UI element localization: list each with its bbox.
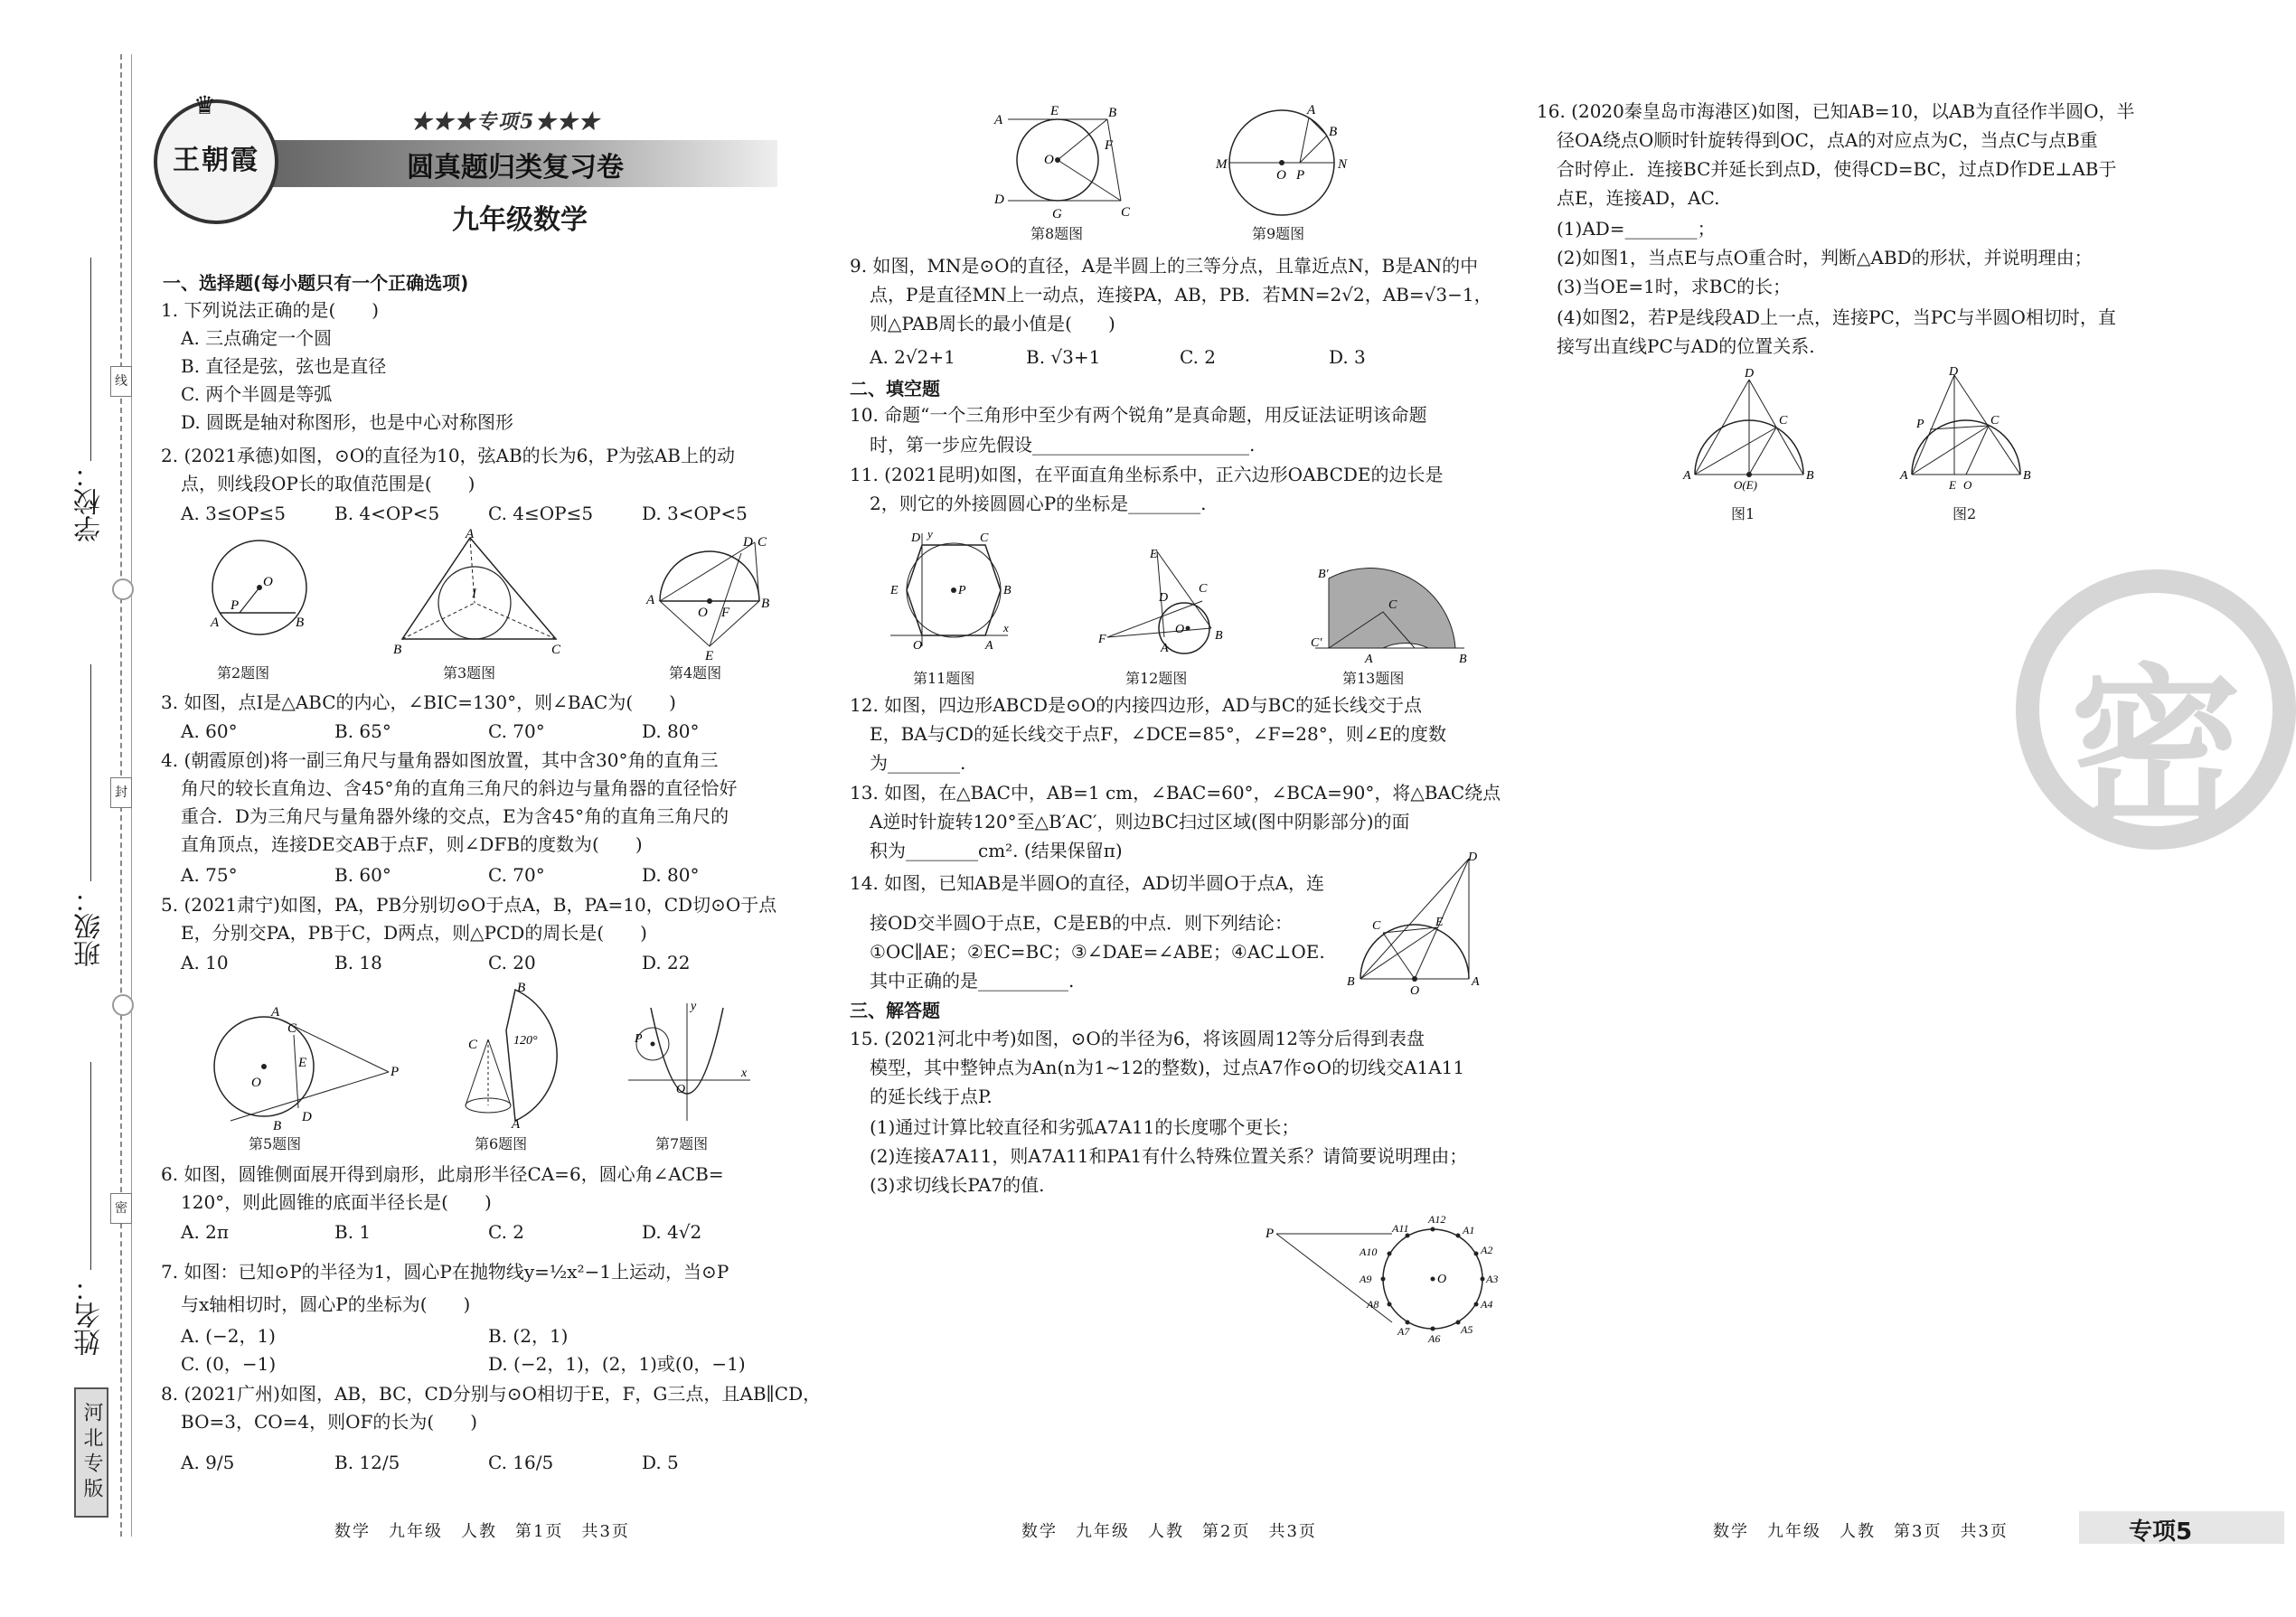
svg-text:E: E (1050, 104, 1059, 118)
svg-text:A: A (1472, 975, 1480, 989)
q14-line3: ①OC∥AE；②EC=BC；③∠DAE=∠ABE；④AC⊥OE. (870, 941, 1325, 963)
q12-line2: E，BA与CD的延长线交于点F，∠DCE=85°，∠F=28°，则∠E的度数 (870, 723, 1447, 745)
q11-line1: 11. (2021昆明)如图，在平面直角坐标系中，正六边形OABCDE的边长是 (850, 464, 1444, 485)
svg-text:A: A (994, 113, 1003, 127)
footer-page3: 数学 九年级 人教 第3页 共3页 (1713, 1522, 2009, 1541)
figure-q3 (389, 529, 569, 655)
q16-part1: (1)AD=________； (1557, 218, 1716, 240)
svg-text:O: O (1963, 478, 1972, 492)
q7-line2: 与x轴相切时，圆心P的坐标为( ) (181, 1293, 471, 1315)
figure-q7 (624, 999, 759, 1125)
svg-text:A11: A11 (1392, 1222, 1409, 1235)
svg-text:A8: A8 (1367, 1298, 1379, 1311)
q2-line1: 2. (2021承德)如图，⊙O的直径为10，弦AB的长为6，P为弦AB上的动 (161, 445, 736, 466)
q9-option-b[interactable]: B. √3+1 (1026, 346, 1101, 368)
q4-option-d[interactable]: D. 80° (642, 864, 700, 886)
q12-line1: 12. 如图，四边形ABCD是⊙O的内接四边形，AD与BC的延长线交于点 (850, 694, 1423, 716)
q1-option-c[interactable]: C. 两个半圆是等弧 (181, 383, 333, 405)
svg-text:C: C (1199, 582, 1208, 596)
footer-tag: 专项5 (2129, 1518, 2193, 1546)
q3-option-d[interactable]: D. 80° (642, 720, 700, 742)
caption-q6: 第6题图 (475, 1135, 528, 1152)
svg-text:A6: A6 (1428, 1332, 1441, 1345)
q4-option-c[interactable]: C. 70° (488, 864, 545, 886)
q5-option-a[interactable]: A. 10 (181, 952, 229, 973)
q15-part1: (1)通过计算比较直径和劣弧A7A11的长度哪个更长； (870, 1116, 1300, 1138)
svg-text:E: E (298, 1056, 307, 1070)
q5-line2: E，分别交PA，PB于C，D两点，则△PCD的周长是( ) (181, 922, 647, 944)
svg-text:O: O (1044, 153, 1054, 167)
svg-text:B: B (1459, 653, 1467, 666)
watermark-text: 密 (2069, 649, 2242, 849)
figure-q2 (203, 533, 321, 651)
q9-option-c[interactable]: C. 2 (1180, 346, 1217, 368)
q4-option-b[interactable]: B. 60° (334, 864, 391, 886)
svg-text:A12: A12 (1428, 1213, 1446, 1226)
svg-text:D: D (1745, 367, 1755, 381)
q2-option-c[interactable]: C. 4≤OP≤5 (488, 503, 594, 524)
svg-text:B: B (273, 1119, 282, 1133)
q2-option-a[interactable]: A. 3≤OP≤5 (181, 503, 286, 524)
figure-q4 (642, 533, 777, 663)
svg-text:120°: 120° (513, 1034, 538, 1048)
school-label: 学校： (74, 461, 106, 542)
figure-q9 (1211, 99, 1356, 217)
svg-text:B: B (1806, 469, 1814, 483)
q3-option-a[interactable]: A. 60° (181, 720, 238, 742)
q7-option-b[interactable]: B. (2，1) (488, 1325, 569, 1347)
svg-text:C: C (1388, 598, 1397, 612)
q16-line3: 合时停止．连接BC并延长到点D，使得CD=BC，过点D作DE⊥AB于 (1557, 158, 2117, 180)
caption-q2: 第2题图 (217, 664, 270, 682)
q1-option-b[interactable]: B. 直径是弦，弦也是直径 (181, 355, 387, 377)
svg-text:O: O (676, 1083, 686, 1096)
binding-hole-1 (112, 578, 134, 600)
q10-line2: 时，第一步应先假设________________________. (870, 434, 1256, 456)
logo-badge (154, 90, 278, 224)
svg-text:C: C (551, 643, 561, 657)
svg-text:F: F (1105, 138, 1114, 153)
binding-mark-feng: 封 (110, 777, 132, 808)
svg-text:O: O (913, 639, 923, 653)
svg-text:D: D (743, 535, 753, 550)
svg-text:A4: A4 (1481, 1298, 1493, 1311)
svg-text:B: B (1329, 125, 1338, 139)
svg-text:C′: C′ (1311, 636, 1322, 650)
binding-margin (0, 0, 154, 1617)
q9-option-a[interactable]: A. 2√2+1 (870, 346, 955, 368)
svg-text:G: G (1052, 207, 1062, 221)
q4-line4: 直角顶点，连接DE交AB于点F，则∠DFB的度数为( ) (181, 833, 643, 855)
q14-line1: 14. 如图，已知AB是半圆O的直径，AD切半圆O于点A，连 (850, 872, 1325, 894)
svg-text:A: A (985, 639, 993, 653)
q15-part2: (2)连接A7A11，则A7A11和PA1有什么特殊位置关系？请简要说明理由； (870, 1145, 1468, 1167)
svg-text:M: M (1216, 157, 1228, 172)
svg-text:P: P (958, 584, 966, 597)
figure-q6 (461, 981, 579, 1130)
q6-option-c[interactable]: C. 2 (488, 1221, 525, 1243)
q1-stem: 1. 下列说法正确的是( ) (161, 299, 380, 321)
svg-text:B: B (296, 616, 305, 630)
svg-text:D: D (1159, 591, 1169, 605)
svg-text:P: P (635, 1032, 643, 1046)
q7-line1: 7. 如图：已知⊙P的半径为1，圆心P在抛物线y=½x²−1上运动，当⊙P (161, 1261, 729, 1283)
q14-line4: 其中正确的是__________. (870, 970, 1075, 992)
q7-option-a[interactable]: A. (−2，1) (181, 1325, 276, 1347)
q13-line3: 积为________cm². (结果保留π) (870, 840, 1123, 861)
svg-text:O: O (1175, 623, 1185, 636)
svg-text:A: A (1683, 469, 1691, 483)
name-label: 姓名： (74, 1274, 106, 1356)
figure-q11 (886, 529, 1012, 651)
q5-option-d[interactable]: D. 22 (642, 952, 691, 973)
svg-text:P: P (1266, 1227, 1275, 1241)
q5-option-c[interactable]: C. 20 (488, 952, 536, 973)
q6-option-b[interactable]: B. 1 (334, 1221, 372, 1243)
q3-line1: 3. 如图，点I是△ABC的内心，∠BIC=130°，则∠BAC为( ) (161, 691, 676, 713)
q16-part2: (2)如图1，当点E与点O重合时，判断△ABD的形状，并说明理由； (1557, 247, 2093, 268)
svg-text:C: C (1121, 205, 1131, 220)
logo-text: 王朝霞 (173, 145, 259, 176)
q8-option-a[interactable]: A. 9/5 (181, 1452, 235, 1473)
caption-q4: 第4题图 (669, 664, 722, 682)
svg-text:B: B (2023, 469, 2031, 483)
svg-text:C: C (468, 1038, 478, 1052)
q16-line4: 点E，连接AD，AC. (1557, 187, 1720, 209)
svg-text:A10: A10 (1360, 1246, 1378, 1258)
svg-text:A7: A7 (1397, 1325, 1410, 1338)
figure-q5 (208, 1003, 400, 1133)
q8-line1: 8. (2021广州)如图，AB，BC，CD分别与⊙O相切于E，F，G三点，且AB∥CD， (161, 1383, 822, 1405)
svg-text:O: O (1410, 984, 1420, 998)
q15-line3: 的延长线于点P. (870, 1086, 993, 1107)
caption-q8: 第8题图 (1030, 225, 1084, 242)
q15-line1: 15. (2021河北中考)如图，⊙O的半径为6，将该圆周12等分后得到表盘 (850, 1028, 1425, 1049)
svg-text:A: A (211, 616, 220, 630)
svg-text:A: A (466, 527, 475, 541)
q8-line2: BO=3，CO=4，则OF的长为( ) (181, 1411, 478, 1433)
svg-text:B: B (1347, 975, 1355, 989)
q4-line3: 重合．D为三角尺与量角器外缘的交点，E为含45°角的直角三角尺的 (181, 805, 729, 827)
svg-text:P: P (1296, 168, 1305, 183)
q6-line2: 120°，则此圆锥的底面半径长是( ) (181, 1191, 492, 1213)
q4-line2: 角尺的较长直角边、含45°角的直角三角尺的斜边与量角器的直径恰好 (181, 777, 738, 799)
q14-line2: 接OD交半圆O于点E，C是EB的中点．则下列结论： (870, 912, 1294, 934)
caption-q12: 第12题图 (1125, 670, 1188, 687)
q7-option-d[interactable]: D. (−2，1)，(2，1)或(0，−1) (488, 1353, 746, 1375)
svg-text:I: I (472, 587, 476, 601)
q4-line1: 4. (朝霞原创)将一副三角尺与量角器如图放置，其中含30°角的直角三 (161, 749, 719, 771)
q9-line3: 则△PAB周长的最小值是( ) (870, 313, 1115, 334)
q8-option-d[interactable]: D. 5 (642, 1452, 679, 1473)
svg-text:C: C (1779, 414, 1788, 428)
footer-page1: 数学 九年级 人教 第1页 共3页 (334, 1522, 630, 1541)
caption-q13: 第13题图 (1342, 670, 1405, 687)
caption-q5: 第5题图 (249, 1135, 302, 1152)
caption-q16-2: 图2 (1953, 505, 1977, 522)
q8-option-b[interactable]: B. 12/5 (334, 1452, 400, 1473)
q11-line2: 2，则它的外接圆圆心P的坐标是________. (870, 493, 1207, 514)
caption-q7: 第7题图 (655, 1135, 709, 1152)
header-subtitle: 九年级数学 (452, 204, 588, 236)
q4-option-a[interactable]: A. 75° (181, 864, 238, 886)
svg-text:A5: A5 (1461, 1323, 1473, 1336)
svg-text:A2: A2 (1481, 1244, 1493, 1256)
svg-text:A: A (1307, 103, 1316, 118)
edition-box: 河北专版 (74, 1387, 108, 1518)
svg-text:E: E (1150, 548, 1158, 561)
svg-text:A3: A3 (1486, 1273, 1499, 1285)
figure-q15 (1266, 1207, 1519, 1351)
svg-text:B: B (517, 981, 526, 995)
svg-text:B: B (1003, 584, 1012, 597)
svg-text:A: A (1900, 469, 1908, 483)
q6-option-a[interactable]: A. 2π (181, 1221, 230, 1243)
q16-part3: (3)当OE=1时，求BC的长； (1557, 276, 1792, 297)
svg-text:A: A (1365, 653, 1373, 666)
svg-text:C: C (980, 531, 989, 545)
q13-line2: A逆时针旋转120°至△B′AC′，则边BC扫过区域(图中阴影部分)的面 (870, 811, 1410, 832)
svg-text:O: O (251, 1076, 261, 1090)
svg-text:C: C (287, 1021, 297, 1036)
svg-text:D: D (1468, 851, 1478, 864)
svg-text:C: C (1990, 414, 2000, 428)
svg-text:y: y (927, 527, 933, 541)
svg-text:P: P (231, 598, 240, 613)
svg-text:B: B (761, 597, 770, 611)
q3-option-b[interactable]: B. 65° (334, 720, 391, 742)
svg-text:x: x (741, 1067, 748, 1080)
svg-text:B′: B′ (1318, 568, 1329, 581)
q2-option-b[interactable]: B. 4<OP<5 (334, 503, 440, 524)
q7-option-c[interactable]: C. (0，−1) (181, 1353, 277, 1375)
caption-q3: 第3题图 (443, 664, 496, 682)
figure-q8 (994, 104, 1130, 221)
q10-line1: 10. 命题“一个三角形中至少有两个锐角”是真命题，用反证法证明该命题 (850, 404, 1427, 426)
caption-q11: 第11题图 (913, 670, 975, 687)
q16-part5: 接写出直线PC与AD的位置关系. (1557, 335, 1815, 357)
figure-q14 (1347, 850, 1482, 999)
binding-mark-xian: 线 (110, 366, 132, 397)
svg-text:D: D (994, 193, 1004, 207)
q6-option-d[interactable]: D. 4√2 (642, 1221, 702, 1243)
svg-text:y: y (691, 1000, 697, 1013)
q12-line3: 为________. (870, 752, 966, 774)
svg-text:F: F (1098, 633, 1106, 646)
q16-part4: (4)如图2，若P是线段AD上一点，连接PC，当PC与半圆O相切时，直 (1557, 306, 2116, 328)
svg-text:A: A (646, 593, 655, 607)
footer-page2: 数学 九年级 人教 第2页 共3页 (1021, 1522, 1317, 1541)
section-fill: 二、填空题 (850, 378, 940, 400)
svg-text:x: x (1003, 621, 1009, 635)
svg-text:A: A (512, 1117, 521, 1132)
svg-text:F: F (721, 606, 730, 620)
q3-option-c[interactable]: C. 70° (488, 720, 545, 742)
caption-q16-1: 图1 (1731, 505, 1755, 522)
q13-line1: 13. 如图，在△BAC中，AB=1 cm，∠BAC=60°，∠BCA=90°，将△BAC绕点 (850, 782, 1501, 804)
section-choice: 一、选择题(每小题只有一个正确选项) (163, 272, 469, 294)
q2-line2: 点，则线段OP长的取值范围是( ) (181, 473, 475, 494)
figure-q13 (1311, 565, 1473, 664)
q16-line2: 径OA绕点O顺时针旋转得到OC，点A的对应点为C，当点C与点B重 (1557, 129, 2098, 151)
binding-mark-mi: 密 (110, 1193, 132, 1224)
q8-option-c[interactable]: C. 16/5 (488, 1452, 554, 1473)
svg-text:A9: A9 (1360, 1273, 1372, 1285)
svg-text:O: O (698, 606, 708, 620)
svg-text:A1: A1 (1463, 1224, 1475, 1236)
q15-part3: (3)求切线长PA7的值. (870, 1174, 1045, 1196)
svg-text:O: O (263, 575, 273, 589)
q9-line2: 点，P是直径MN上一动点，连接PA，AB，PB．若MN=2√2，AB=√3−1， (870, 284, 1492, 306)
header-topic: ★★★专项5★★★ (411, 110, 601, 134)
svg-text:P: P (1916, 418, 1924, 431)
q1-option-a[interactable]: A. 三点确定一个圆 (181, 327, 333, 349)
svg-text:P: P (391, 1065, 400, 1079)
class-label: 班级： (74, 886, 106, 967)
header-title: 圆真题归类复习卷 (407, 152, 624, 183)
svg-text:B: B (1215, 629, 1223, 643)
svg-text:A: A (1161, 642, 1169, 655)
q9-option-d[interactable]: D. 3 (1329, 346, 1366, 368)
svg-text:A: A (271, 1005, 280, 1020)
section-answer: 三、解答题 (850, 1000, 940, 1021)
q5-line1: 5. (2021肃宁)如图，PA，PB分别切⊙O于点A，B，PA=10，CD切⊙O于点 (161, 894, 777, 916)
q9-line1: 9. 如图，MN是⊙O的直径，A是半圆上的三等分点，且靠近点N，B是AN的中 (850, 255, 1479, 277)
svg-text:D: D (911, 531, 921, 545)
svg-text:O: O (1437, 1273, 1447, 1286)
q6-line1: 6. 如图，圆锥侧面展开得到扇形，此扇形半径CA=6，圆心角∠ACB= (161, 1163, 724, 1185)
q16-line1: 16. (2020秦皇岛市海港区)如图，已知AB=10，以AB为直径作半圆O，半 (1537, 100, 2135, 122)
figure-q12 (1094, 547, 1238, 655)
school-field[interactable] (90, 258, 91, 461)
svg-text:E: E (1435, 916, 1444, 929)
q15-line2: 模型，其中整钟点为An(n为1~12的整数)，过点A7作⊙O的切线交A1A11 (870, 1057, 1465, 1078)
binding-hole-2 (112, 994, 134, 1016)
watermark-seal (2016, 569, 2296, 850)
figure-q16-2 (1898, 365, 2034, 492)
q2-option-d[interactable]: D. 3<OP<5 (642, 503, 748, 524)
q5-option-b[interactable]: B. 18 (334, 952, 382, 973)
svg-text:D: D (302, 1110, 312, 1124)
svg-text:E: E (890, 584, 899, 597)
svg-text:C: C (757, 535, 767, 550)
name-field[interactable] (90, 1062, 91, 1270)
logo-crown-icon: ♛ (193, 90, 217, 120)
svg-text:B: B (393, 643, 402, 657)
svg-text:O: O (1276, 168, 1286, 183)
svg-text:E: E (705, 649, 714, 663)
class-field[interactable] (90, 664, 91, 881)
svg-text:B: B (1108, 106, 1117, 120)
q1-option-d[interactable]: D. 圆既是轴对称图形，也是中心对称图形 (181, 411, 514, 433)
svg-text:O(E): O(E) (1734, 478, 1757, 492)
svg-text:C: C (1372, 919, 1381, 933)
svg-text:N: N (1338, 157, 1348, 172)
svg-text:D: D (1949, 365, 1959, 379)
figure-q16-1 (1681, 366, 1817, 492)
caption-q9: 第9题图 (1252, 225, 1305, 242)
svg-text:E: E (1949, 478, 1956, 492)
